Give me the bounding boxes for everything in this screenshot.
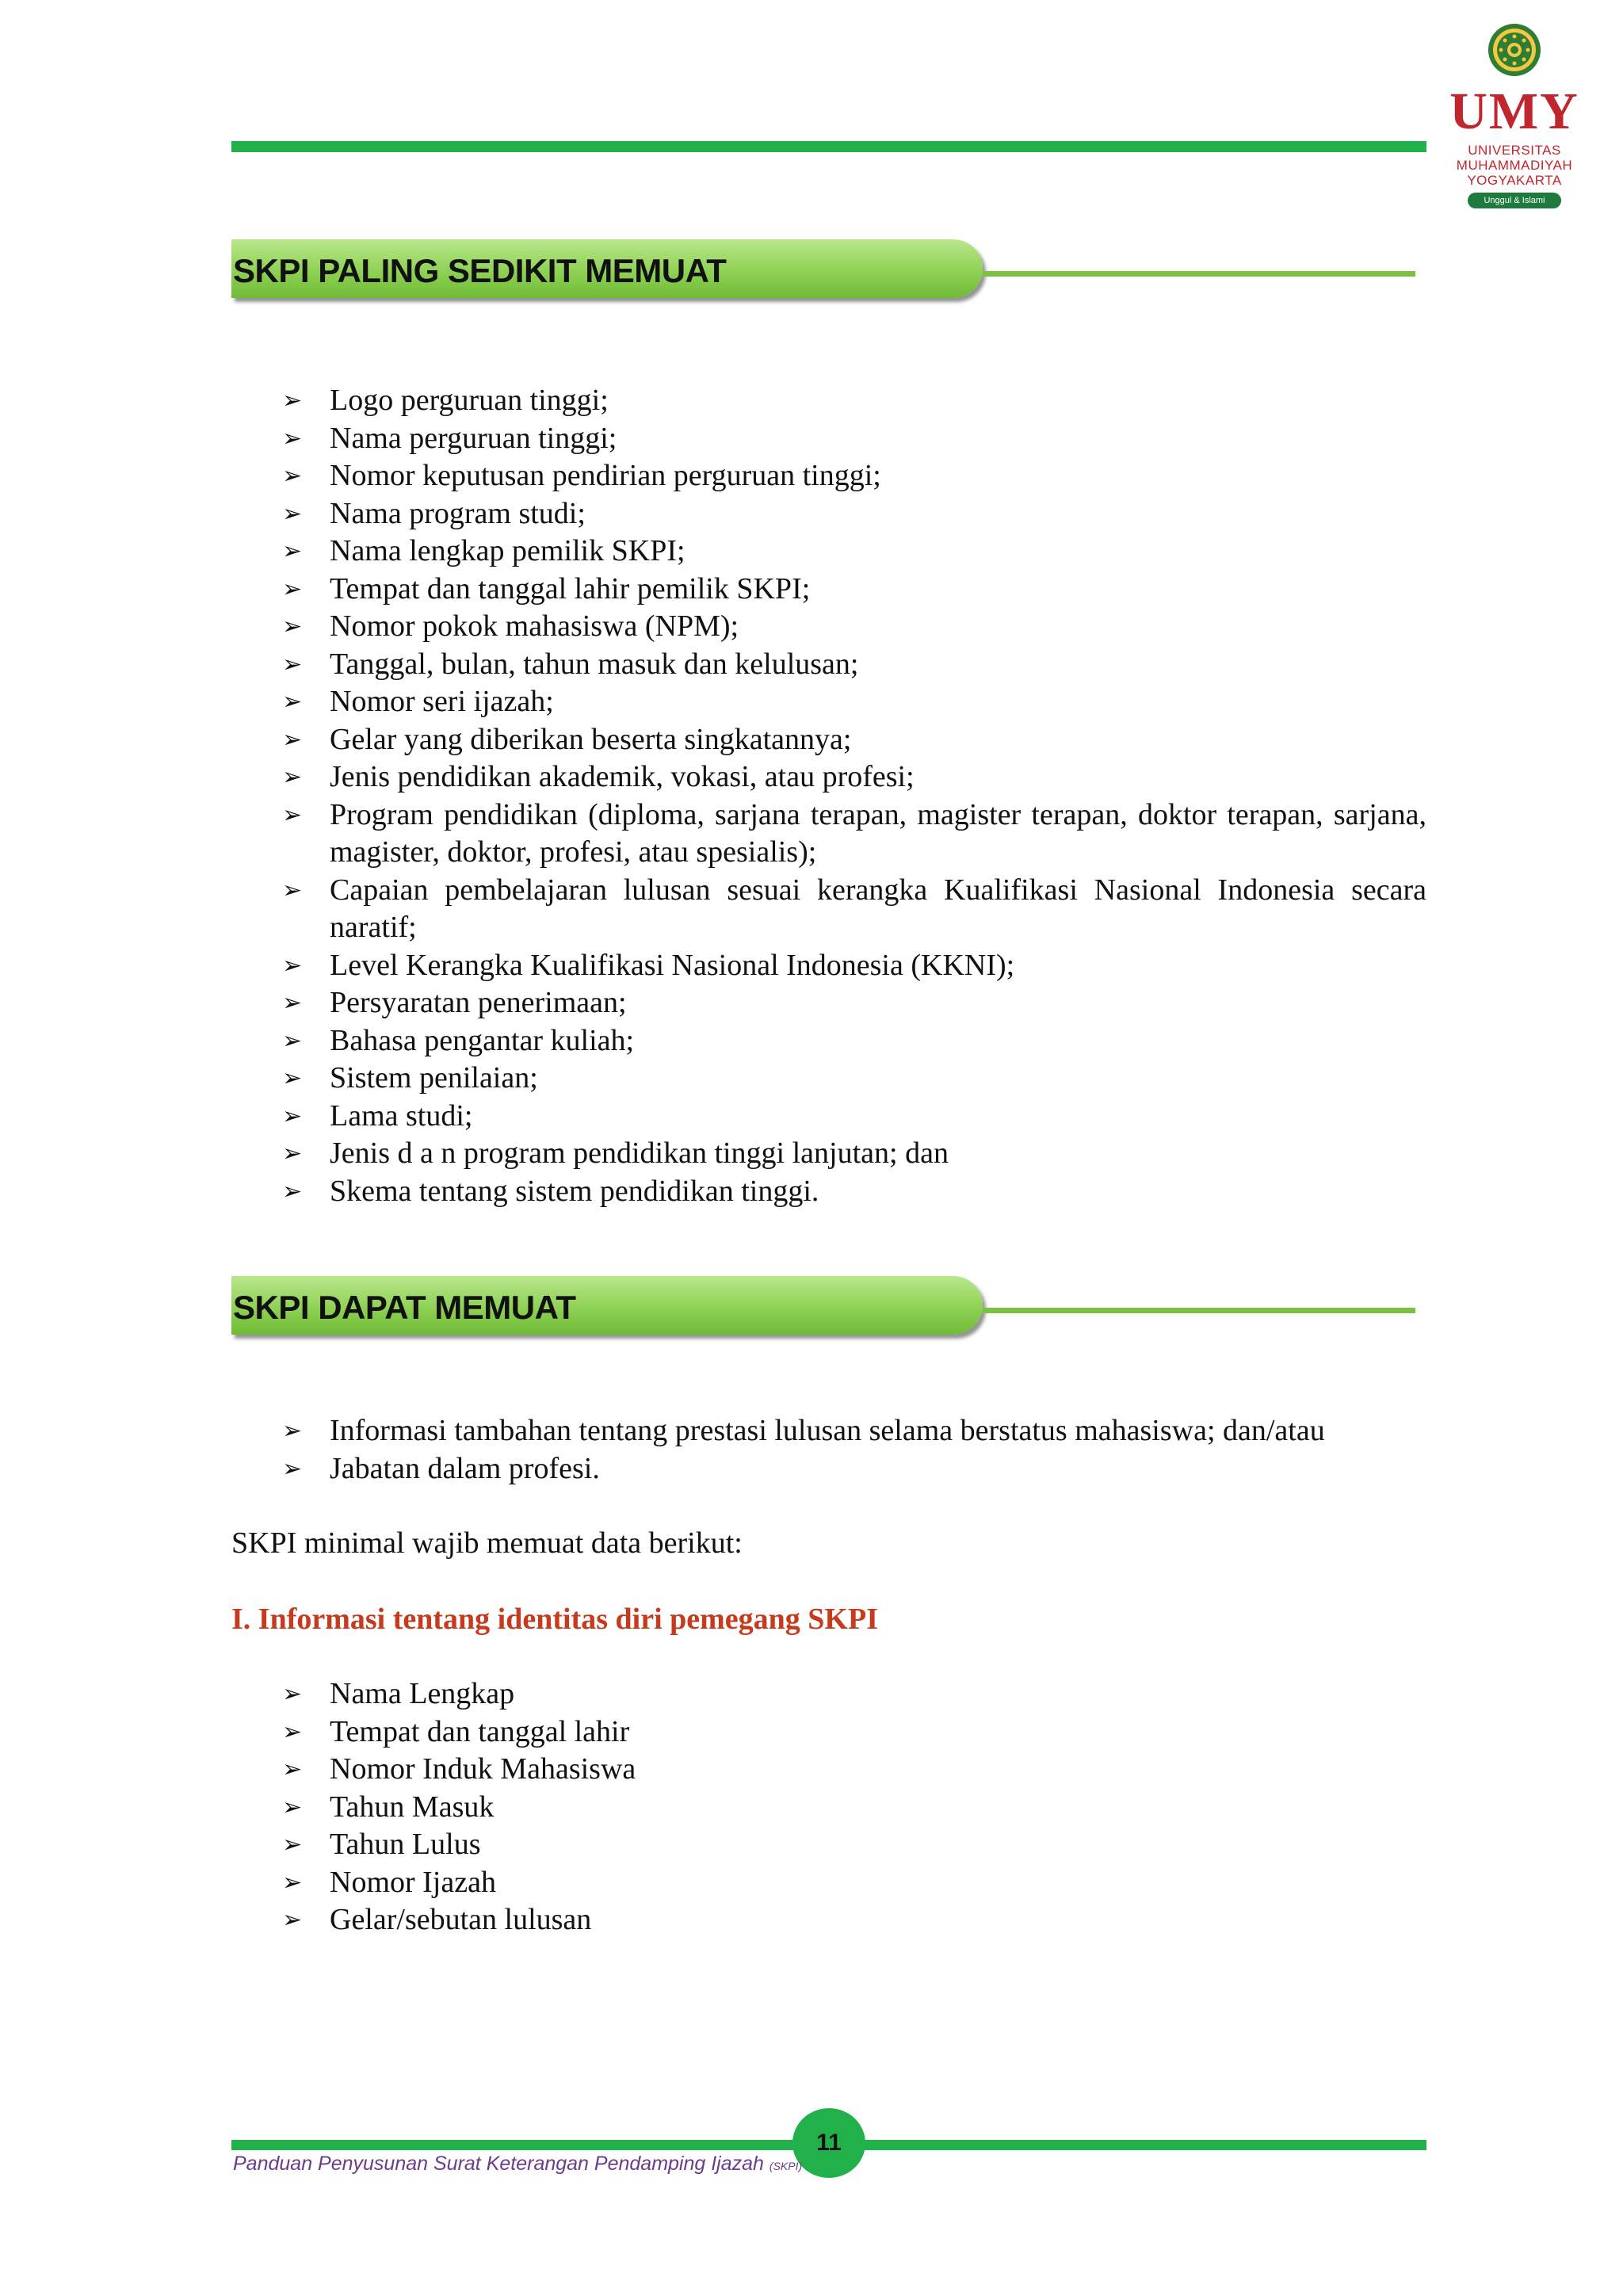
list-item-text: Jenis d a n program pendidikan tinggi lanjutan; dan <box>330 1137 949 1170</box>
section-title: SKPI PALING SEDIKIT MEMUAT <box>233 252 727 289</box>
arrow-bullet-icon: ➢ <box>282 613 303 640</box>
list-item-text: Tahun Masuk <box>330 1790 495 1824</box>
list-item <box>231 683 1426 721</box>
list-item <box>231 1789 1426 1827</box>
list-item-text: Persyaratan penerimaan; <box>330 986 627 1019</box>
list-item-text: Bahasa pengantar kuliah; <box>330 1023 635 1057</box>
list-item <box>231 571 1426 609</box>
arrow-bullet-icon: ➢ <box>282 575 303 603</box>
list-item-text: Tempat dan tanggal lahir pemilik SKPI; <box>330 571 811 606</box>
list-item <box>231 1450 1426 1488</box>
arrow-bullet-icon: ➢ <box>282 1680 303 1708</box>
list-item <box>231 1901 1426 1939</box>
list-item <box>231 1060 1426 1098</box>
list-item-text: Level Kerangka Kualifikasi Nasional Indonesia (KKNI); <box>330 948 1015 982</box>
page-number: 11 <box>792 2108 865 2178</box>
list-item <box>231 646 1426 684</box>
list-item-text: Nomor Ijazah <box>330 1865 496 1899</box>
list-item-text: Gelar/sebutan lulusan <box>330 1903 592 1936</box>
list-item-text: Skema tentang sistem pendidikan tinggi. <box>330 1174 819 1208</box>
section1-list <box>231 382 1426 1210</box>
list-item <box>231 533 1426 571</box>
list-item <box>231 1826 1426 1864</box>
list-item-text: Nama perguruan tinggi; <box>330 421 617 455</box>
list-item <box>231 984 1426 1022</box>
list-item-text: Capaian pembelajaran lulusan sesuai kerangka Kualifikasi Nasional Indonesia secara naratif; <box>330 873 1426 944</box>
university-logo <box>1433 22 1596 212</box>
list-item-text: Nomor keputusan pendirian perguruan tinggi; <box>330 459 881 492</box>
logo-university-name: UNIVERSITAS MUHAMMADIYAH YOGYAKARTA <box>1456 143 1573 188</box>
arrow-bullet-icon: ➢ <box>282 499 303 528</box>
section-heading-line <box>983 1308 1415 1313</box>
intro-paragraph: SKPI minimal wajib memuat data berikut: <box>231 1526 743 1560</box>
arrow-bullet-icon: ➢ <box>282 1868 303 1897</box>
list-item-text: Lama studi; <box>330 1098 473 1133</box>
list-item <box>231 420 1426 458</box>
list-item <box>231 797 1426 872</box>
section2-list <box>231 1412 1426 1488</box>
list-item <box>231 1412 1426 1450</box>
list-item-text: Jabatan dalam profesi. <box>330 1451 600 1485</box>
arrow-bullet-icon: ➢ <box>282 387 303 415</box>
list-item <box>231 382 1426 420</box>
logo-tagline: Unggul & Islami <box>1468 193 1561 208</box>
arrow-bullet-icon: ➢ <box>282 989 303 1017</box>
arrow-bullet-icon: ➢ <box>282 688 303 716</box>
list-item <box>231 721 1426 759</box>
arrow-bullet-icon: ➢ <box>282 1064 303 1092</box>
logo-text: UMY <box>1449 82 1579 140</box>
list-item <box>231 457 1426 495</box>
list-item <box>231 1022 1426 1060</box>
arrow-bullet-icon: ➢ <box>282 725 303 754</box>
arrow-bullet-icon: ➢ <box>282 1831 303 1859</box>
arrow-bullet-icon: ➢ <box>282 1717 303 1746</box>
arrow-bullet-icon: ➢ <box>282 1454 303 1483</box>
list-item-text: Tahun Lulus <box>330 1828 481 1861</box>
arrow-bullet-icon: ➢ <box>282 1140 303 1167</box>
subsection-heading: I. Informasi tentang identitas diri pemegang SKPI <box>231 1603 878 1636</box>
list-item <box>231 1675 1426 1713</box>
arrow-bullet-icon: ➢ <box>282 951 303 980</box>
arrow-bullet-icon: ➢ <box>282 1026 303 1055</box>
list-item <box>231 872 1426 947</box>
list-item-text: Informasi tambahan tentang prestasi lulusan selama berstatus mahasiswa; dan/atau <box>330 1414 1325 1447</box>
list-item <box>231 1173 1426 1211</box>
arrow-bullet-icon: ➢ <box>282 1906 303 1934</box>
header-rule <box>231 141 1426 152</box>
arrow-bullet-icon: ➢ <box>282 1793 303 1821</box>
section-title: SKPI DAPAT MEMUAT <box>233 1289 576 1326</box>
list-item-text: Nama Lengkap <box>330 1677 515 1710</box>
list-item-text: Tempat dan tanggal lahir <box>330 1714 630 1748</box>
list-item <box>231 1135 1426 1173</box>
arrow-bullet-icon: ➢ <box>282 1177 303 1205</box>
list-item-text: Jenis pendidikan akademik, vokasi, atau profesi; <box>330 760 915 793</box>
arrow-bullet-icon: ➢ <box>282 462 303 490</box>
list-item-text: Nama lengkap pemilik SKPI; <box>330 534 685 567</box>
footer-title: Panduan Penyusunan Surat Keterangan Pendamping Ijazah (SKPI) <box>233 2153 803 2175</box>
arrow-bullet-icon: ➢ <box>282 1417 303 1445</box>
list-item-text: Nomor pokok mahasiswa (NPM); <box>330 609 739 643</box>
list-item-text: Program pendidikan (diploma, sarjana terapan, magister terapan, doktor terapan, sarjana, magister, doktor, profesi, atau spesialis); <box>330 797 1426 869</box>
list-item-text: Sistem penilaian; <box>330 1061 538 1095</box>
arrow-bullet-icon: ➢ <box>282 650 303 678</box>
list-item <box>231 608 1426 646</box>
arrow-bullet-icon: ➢ <box>282 537 303 565</box>
list-item <box>231 1864 1426 1902</box>
list-item <box>231 758 1426 797</box>
section-heading-1 <box>231 239 1420 304</box>
list-item-text: Logo perguruan tinggi; <box>330 384 609 417</box>
list-item <box>231 1098 1426 1136</box>
list-item-text: Gelar yang diberikan beserta singkatannya; <box>330 722 852 756</box>
arrow-bullet-icon: ➢ <box>282 1102 303 1130</box>
arrow-bullet-icon: ➢ <box>282 1755 303 1783</box>
list-item-text: Tanggal, bulan, tahun masuk dan kelulusan; <box>330 647 859 681</box>
section-heading-line <box>983 271 1415 277</box>
identity-list <box>231 1675 1426 1939</box>
arrow-bullet-icon: ➢ <box>282 424 303 453</box>
list-item-text: Nama program studi; <box>330 496 586 530</box>
arrow-bullet-icon: ➢ <box>282 800 303 829</box>
section-heading-2 <box>231 1276 1420 1341</box>
university-seal-icon <box>1487 22 1542 78</box>
arrow-bullet-icon: ➢ <box>282 876 303 904</box>
list-item <box>231 1751 1426 1789</box>
list-item <box>231 495 1426 533</box>
list-item <box>231 1713 1426 1752</box>
list-item-text: Nomor seri ijazah; <box>330 685 554 718</box>
arrow-bullet-icon: ➢ <box>282 763 303 791</box>
list-item <box>231 947 1426 985</box>
list-item-text: Nomor Induk Mahasiswa <box>330 1752 636 1786</box>
